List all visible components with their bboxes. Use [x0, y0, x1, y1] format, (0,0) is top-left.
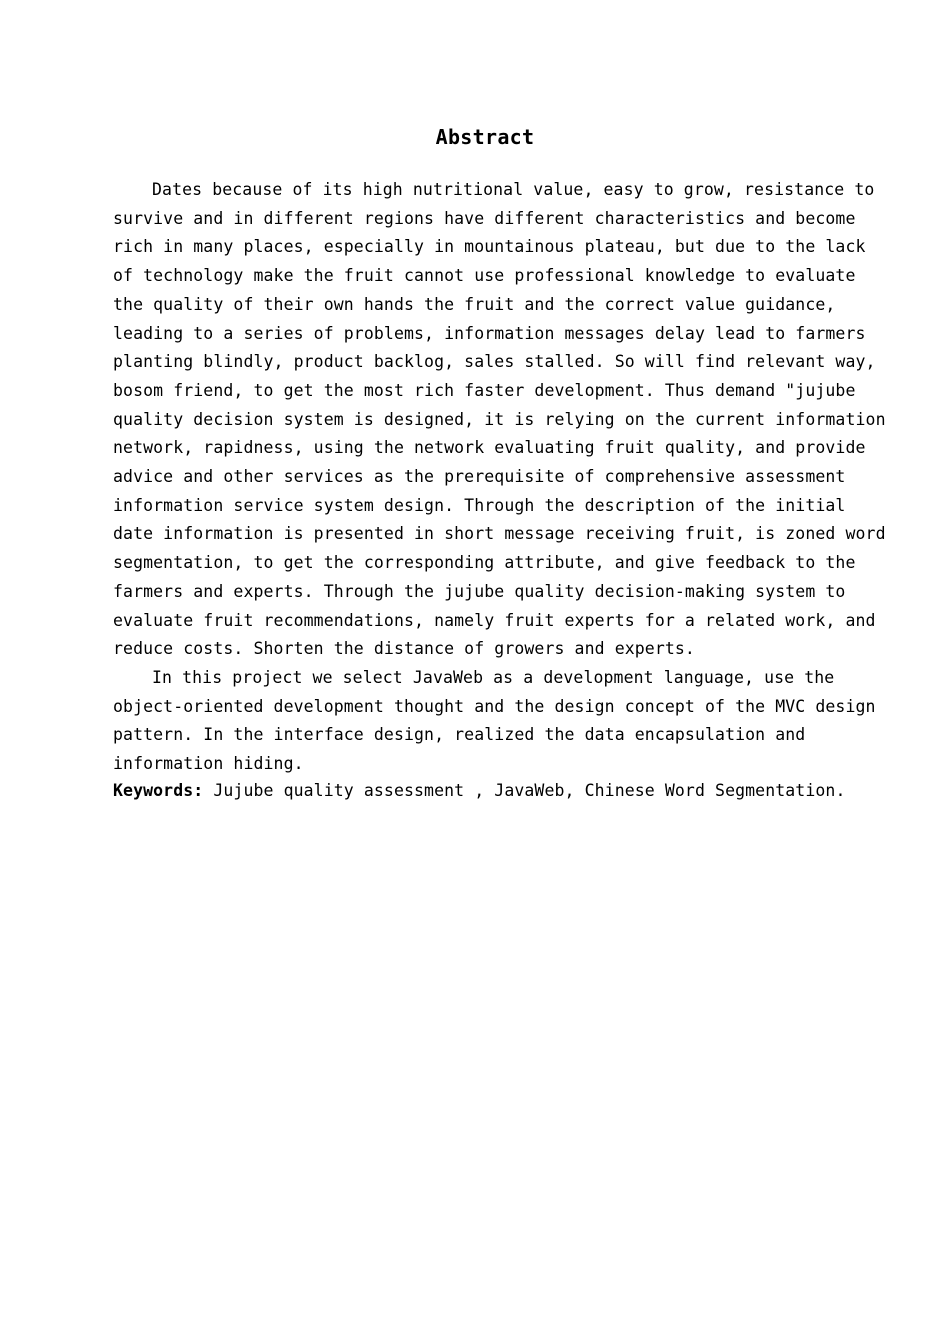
text-line: leading to a series of problems, information messages delay lead to farmers: [113, 323, 866, 343]
text-line: advice and other services as the prerequisite of comprehensive assessment: [113, 467, 846, 487]
keywords-label: Keywords:: [113, 780, 204, 800]
text-line: information service system design. Through the description of the initial: [113, 495, 846, 515]
text-line: pattern. In the interface design, realized the data encapsulation and: [113, 725, 806, 745]
text-line: farmers and experts. Through the jujube quality decision-making system to: [113, 581, 846, 601]
abstract-paragraph-1: [113, 176, 886, 664]
abstract-body: [113, 176, 886, 803]
text-line: Dates because of its high nutritional value, easy to grow, resistance to: [152, 180, 875, 199]
abstract-title: Abstract: [435, 125, 535, 149]
text-line: In this project we select JavaWeb as a development language, use the: [152, 667, 835, 687]
text-line: evaluate fruit recommendations, namely fruit experts for a related work, and: [113, 610, 876, 630]
text-line: reduce costs. Shorten the distance of growers and experts.: [113, 639, 695, 659]
text-line: quality decision system is designed, it is relying on the current information: [113, 409, 886, 429]
text-line: rich in many places, especially in mountainous plateau, but due to the lack: [113, 237, 866, 257]
text-line: information hiding.: [113, 754, 304, 774]
text-line: date information is presented in short message receiving fruit, is zoned word: [113, 524, 886, 544]
abstract-paragraph-2: [113, 664, 876, 779]
keywords-value: Jujube quality assessment , JavaWeb, Chinese Word Segmentation.: [203, 780, 846, 800]
text-line: object-oriented development thought and the design concept of the MVC design: [113, 696, 876, 716]
text-line: network, rapidness, using the network evaluating fruit quality, and provide: [113, 438, 866, 458]
text-line: segmentation, to get the corresponding attribute, and give feedback to the: [113, 553, 856, 573]
text-line: the quality of their own hands the fruit and the correct value guidance,: [113, 294, 836, 314]
text-line: planting blindly, product backlog, sales stalled. So will find relevant way,: [113, 352, 876, 372]
keywords-line: [113, 779, 873, 803]
text-line: of technology make the fruit cannot use professional knowledge to evaluate: [113, 266, 856, 286]
text-line: bosom friend, to get the most rich faster development. Thus demand "jujube: [113, 380, 856, 400]
text-line: survive and in different regions have different characteristics and become: [113, 208, 856, 228]
